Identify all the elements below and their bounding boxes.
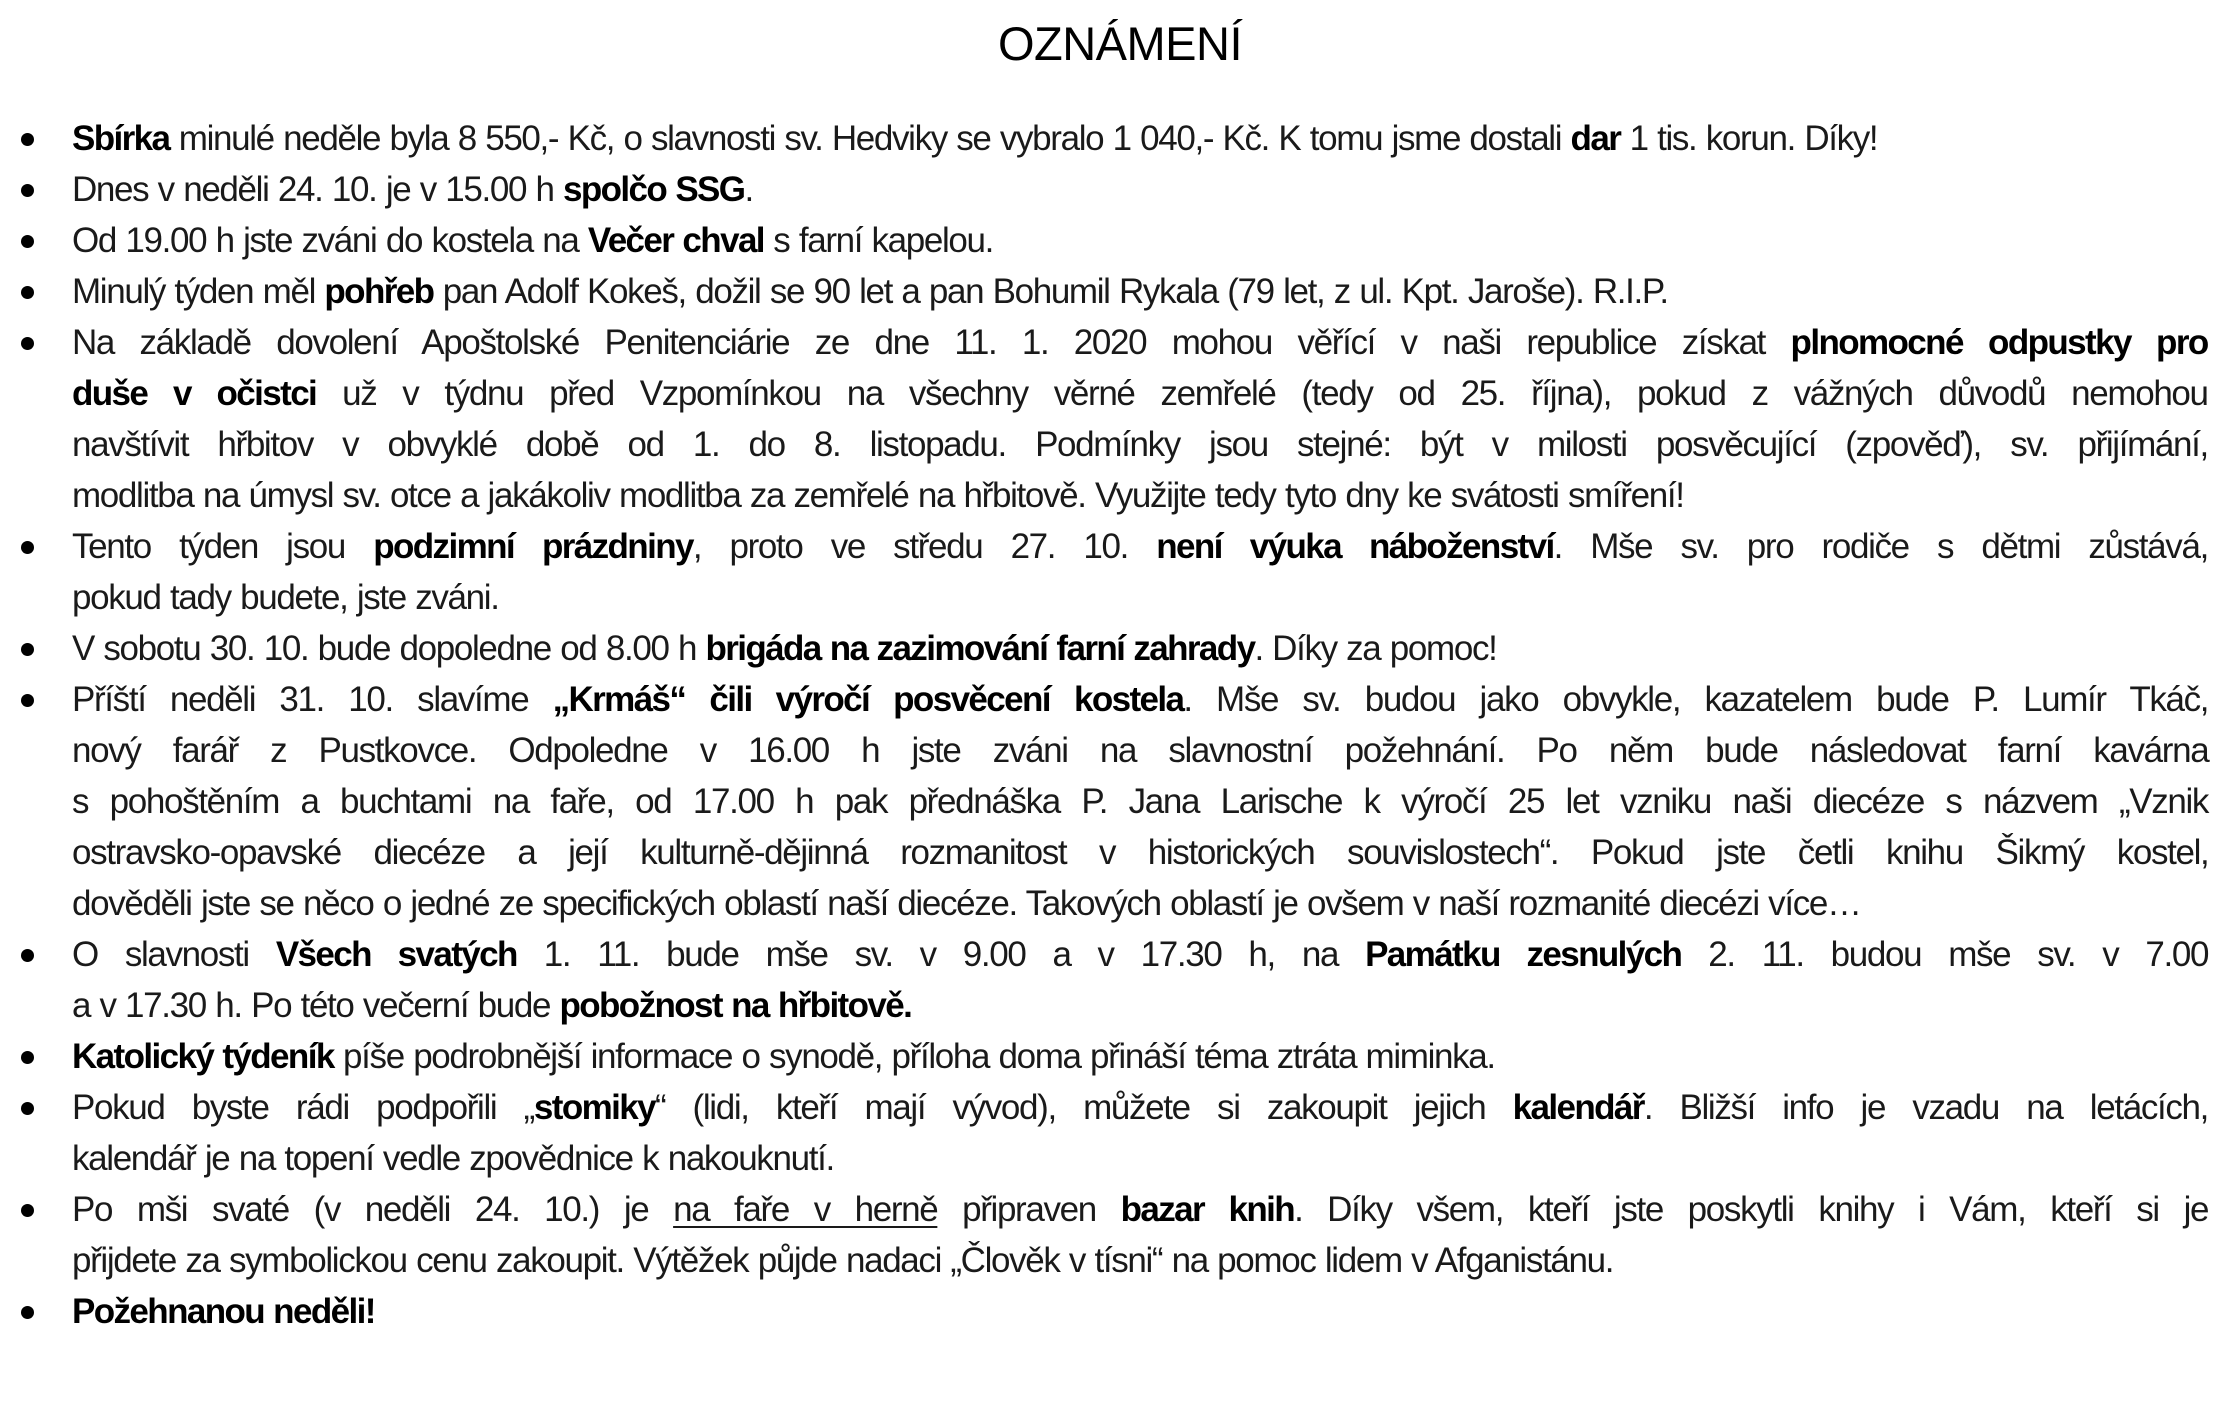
bullet-icon — [21, 1102, 34, 1115]
text-line — [72, 572, 2208, 623]
text-segment: Od 19.00 h jste zváni do kostela na — [72, 221, 588, 260]
text-segment: V sobotu 30. 10. bude dopoledne od 8.00 h — [72, 629, 706, 668]
bold-text: duše v očistci — [72, 374, 317, 413]
text-segment: Po mši svaté (v neděli 24. 10.) je — [72, 1190, 674, 1229]
bold-text: kalendář — [1512, 1088, 1644, 1127]
text-line — [72, 1184, 2208, 1235]
text-segment: dověděli jste se něco o jedné ze specifických oblastí naší diecéze. Takových oblastí je ovšem v naší rozmanité diecézi více… — [72, 884, 1861, 923]
text-segment: Tento týden jsou — [72, 527, 374, 566]
announcement-list — [0, 113, 2240, 1337]
text-line — [72, 1031, 2208, 1082]
text-line — [72, 113, 2208, 164]
text-line — [72, 419, 2208, 470]
bullet-icon — [21, 1306, 34, 1319]
text-segment: s pohoštěním a buchtami na faře, od 17.00 h pak přednáška P. Jana Larische k výročí 25 let vzniku naši diecéze s názvem „Vznik — [72, 782, 2209, 821]
text-segment: . Mše sv. pro rodiče s dětmi zůstává, — [1553, 527, 2208, 566]
text-line — [72, 725, 2208, 776]
announcement-item — [0, 215, 2240, 266]
text-line — [72, 470, 2208, 521]
text-segment: minulé neděle byla 8 550,- Kč, o slavnosti sv. Hedviky se vybralo 1 040,- Kč. K tomu jsme dostali — [169, 119, 1571, 158]
bold-text: podzimní prázdniny — [373, 527, 693, 566]
bullet-icon — [21, 1204, 34, 1217]
announcement-item — [0, 521, 2240, 623]
text-segment: . Díky za pomoc! — [1254, 629, 1497, 668]
bold-text: spolčo SSG — [563, 170, 745, 209]
text-segment: Příští neděli 31. 10. slavíme — [72, 680, 553, 719]
text-segment: pokud tady budete, jste zváni. — [72, 578, 499, 617]
bullet-icon — [21, 133, 34, 146]
announcement-item — [0, 1082, 2240, 1184]
text-segment: pan Adolf Kokeš, dožil se 90 let a pan Bohumil Rykala (79 let, z ul. Kpt. Jaroše). R.I.P. — [433, 272, 1668, 311]
text-line — [72, 827, 2208, 878]
announcement-item — [0, 266, 2240, 317]
text-segment: Pokud byste rádi podpořili „ — [72, 1088, 534, 1127]
text-segment: . — [744, 170, 753, 209]
text-line — [72, 929, 2208, 980]
text-line — [72, 878, 2208, 929]
text-segment: Dnes v neděli 24. 10. je v 15.00 h — [72, 170, 563, 209]
text-segment: modlitba na úmysl sv. otce a jakákoliv modlitba za zemřelé na hřbitově. Využijte tedy tyto dny ke svátosti smíření! — [72, 476, 1684, 515]
bold-text: Sbírka — [72, 119, 170, 158]
bold-text: plnomocné odpustky pro — [1790, 323, 2208, 362]
text-segment: přijdete za symbolickou cenu zakoupit. Výtěžek půjde nadaci „Člověk v tísni“ na pomoc lidem v Afganistánu. — [72, 1241, 1614, 1280]
bold-text: „Krmáš“ čili výročí posvěcení kostela — [552, 680, 1184, 719]
text-line — [72, 674, 2208, 725]
bold-text: Všech svatých — [275, 935, 517, 974]
bold-text: pohřeb — [324, 272, 434, 311]
text-line — [72, 1235, 2208, 1286]
text-segment: připraven — [937, 1190, 1121, 1229]
text-segment: . Díky všem, kteří jste poskytli knihy i Vám, kteří si je — [1294, 1190, 2209, 1229]
announcement-item — [0, 164, 2240, 215]
bullet-icon — [21, 184, 34, 197]
bullet-icon — [21, 541, 34, 554]
text-segment: . Mše sv. budou jako obvykle, kazatelem bude P. Lumír Tkáč, — [1183, 680, 2209, 719]
text-line — [72, 1082, 2208, 1133]
text-line — [72, 980, 2208, 1031]
bold-text: stomiky — [533, 1088, 655, 1127]
bold-text: není výuka náboženství — [1156, 527, 1554, 566]
bullet-icon — [21, 1051, 34, 1064]
bold-text: Katolický týdeník — [72, 1037, 334, 1076]
bold-text: bazar knih — [1120, 1190, 1295, 1229]
text-line — [72, 164, 2208, 215]
text-segment: 1. 11. bude mše sv. v 9.00 a v 17.30 h, na — [516, 935, 1366, 974]
bullet-icon — [21, 286, 34, 299]
text-segment: O slavnosti — [72, 935, 276, 974]
announcement-item — [0, 113, 2240, 164]
text-segment: Na základě dovolení Apoštolské Penitenciárie ze dne 11. 1. 2020 mohou věřící v naši republice získat — [72, 323, 1791, 362]
bold-text: pobožnost na hřbitově. — [559, 986, 912, 1025]
announcement-item — [0, 1286, 2240, 1337]
text-line — [72, 1286, 2208, 1337]
text-line — [72, 317, 2208, 368]
text-segment: s farní kapelou. — [763, 221, 994, 260]
text-segment: už v týdnu před Vzpomínkou na všechny věrné zemřelé (tedy od 25. října), pokud z vážných důvodů nemohou — [316, 374, 2208, 413]
text-segment: nový farář z Pustkovce. Odpoledne v 16.00 h jste zváni na slavnostní požehnání. Po něm bude následovat farní kavárna — [72, 731, 2209, 770]
underlined-text: na faře v herně — [673, 1190, 938, 1229]
page-title: OZNÁMENÍ — [997, 17, 1243, 70]
announcement-item — [0, 623, 2240, 674]
bullet-icon — [21, 235, 34, 248]
text-line — [72, 266, 2208, 317]
announcement-item — [0, 1031, 2240, 1082]
bullet-icon — [21, 643, 34, 656]
text-line — [72, 368, 2208, 419]
text-line — [72, 623, 2208, 674]
bullet-icon — [21, 694, 34, 707]
announcement-item — [0, 929, 2240, 1031]
bold-text: Požehnanou neděli! — [72, 1292, 375, 1331]
text-segment: , proto ve středu 27. 10. — [692, 527, 1157, 566]
announcement-item — [0, 317, 2240, 521]
bold-text: brigáda na zazimování farní zahrady — [705, 629, 1255, 668]
text-segment: a v 17.30 h. Po této večerní bude — [72, 986, 560, 1025]
text-line — [72, 521, 2208, 572]
bullet-icon — [21, 337, 34, 350]
text-segment: . Bližší info je vzadu na letácích, — [1643, 1088, 2208, 1127]
bold-text: Památku zesnulých — [1365, 935, 1682, 974]
text-segment: navštívit hřbitov v obvyklé době od 1. do 8. listopadu. Podmínky jsou stejné: být v milosti posvěcující (zpověď), sv. přijímání, — [72, 425, 2208, 464]
text-segment: píše podrobnější informace o synodě, příloha doma přináší téma ztráta miminka. — [333, 1037, 1495, 1076]
text-segment: “ (lidi, kteří mají vývod), můžete si zakoupit jejich — [654, 1088, 1513, 1127]
text-segment: ostravsko-opavské diecéze a její kulturně-dějinná rozmanitost v historických souvislostech“. Pokud jste četli knihu Šikmý kostel, — [72, 833, 2209, 872]
text-segment: 1 tis. korun. Díky! — [1620, 119, 1878, 158]
announcement-item — [0, 674, 2240, 929]
announcement-item — [0, 1184, 2240, 1286]
text-line — [72, 776, 2208, 827]
bold-text: dar — [1570, 119, 1621, 158]
text-segment: kalendář je na topení vedle zpovědnice k nakouknutí. — [72, 1139, 834, 1178]
bullet-icon — [21, 949, 34, 962]
text-line — [72, 1133, 2208, 1184]
text-segment: 2. 11. budou mše sv. v 7.00 — [1681, 935, 2209, 974]
text-segment: Minulý týden měl — [72, 272, 325, 311]
text-line — [72, 215, 2208, 266]
bold-text: Večer chval — [587, 221, 764, 260]
